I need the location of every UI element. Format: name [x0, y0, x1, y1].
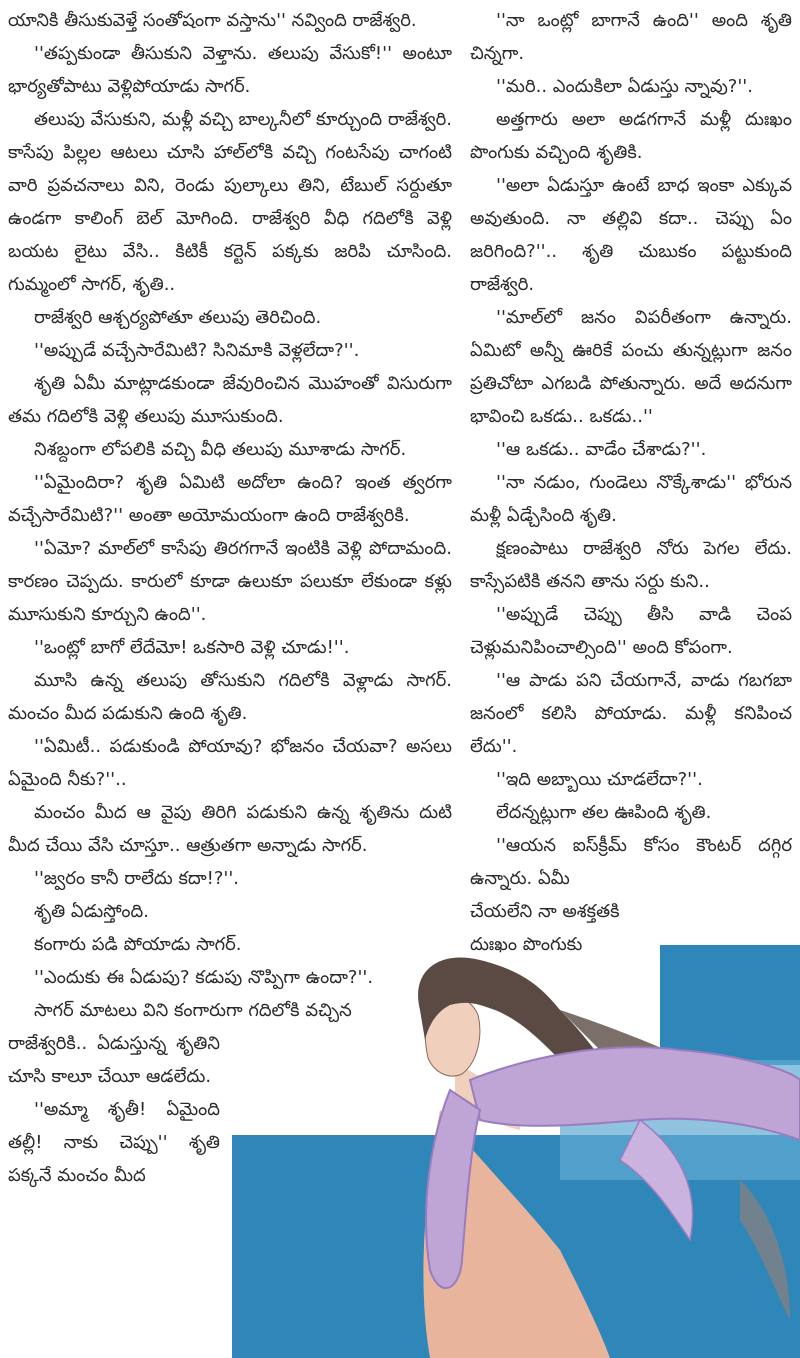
scarf-fold — [620, 1120, 693, 1240]
paragraph: ''మరి.. ఎందుకిలా ఏడుస్తు న్నావు?''. — [496, 76, 753, 97]
paragraph: శృతి ఏమీ మాట్లాడకుండా జేవురించిన మొహంతో విసురుగా తమ గదిలోకి వెళ్లి తలుపు మూసుకుంది. — [8, 373, 458, 427]
sky-block-upper — [660, 945, 800, 1065]
paragraph: ''అమ్మా శృతీ! ఏమైంది తల్లీ! నాకు చెప్పు'' శృతి పక్కనే మంచం మీద — [8, 1099, 226, 1186]
paragraph: ''ఒంట్లో బాగో లేదేమో! ఒకసారి వెళ్లి చూడు!''. — [34, 637, 350, 658]
paragraph: అత్తగారు అలా అడగగానే మళ్లీ దుఃఖం పొంగుకు వచ్చింది శృతికి. — [470, 109, 798, 163]
paragraph: ''ఇది అబ్బాయి చూడలేదా?''. — [496, 769, 703, 790]
paragraph: ''ఆయన ఐస్‌క్రీమ్ కోసం కౌంటర్ దగ్గిర ఉన్నారు. ఏమీ — [470, 835, 798, 889]
right-column — [470, 4, 798, 961]
paragraph: ''మాల్‌లో జనం విపరీతంగా ఉన్నారు. ఏమిటో అన్నీ ఊరికే పంచు తున్నట్లుగా జనం ప్రతిచోటా ఎగబడి పోతున్నారు. అదే అదనుగా భావించి ఒకడు.. ఒకడు..'' — [470, 307, 798, 427]
paragraph: చేయలేని నా అశక్తతకి — [470, 901, 620, 922]
paragraph: తలుపు వేసుకుని, మళ్లీ వచ్చి బాల్కనీలో కూర్చుంది రాజేశ్వరి. కాసేపు పిల్లల ఆటలు చూసి హాల్‌లోకి వచ్చి గంటసేపు చాగంటి వారి ప్రవచనాలు విని, రెండు పుల్కాలు తిని, టేబుల్ సర్దుతూ ఉండగా కాలింగ్ బెల్ మోగింది. రాజేశ్వరి వీధి గదిలోకి వెళ్లి బయట లైటు వేసి.. కిటికీ కర్టెన్ పక్కకు జరిపి చూసింది. గుమ్మంలో సాగర్, శృతి.. — [8, 109, 458, 295]
paragraph: సాగర్ మాటలు విని కంగారుగా గదిలోకి వచ్చిన — [34, 1000, 352, 1021]
paragraph: రాజేశ్వరికి.. ఏడుస్తున్న శృతిని చూసి కాలూ చేయీ ఆడలేదు. — [8, 1033, 226, 1087]
paragraph: ''ఆ పాడు పని చేయగానే, వాడు గబగబా జనంలో కలిసి పోయాడు. మళ్లీ కనిపించ లేదు''. — [470, 670, 798, 757]
paragraph: ''తప్పకుండా తీసుకుని వెళ్తాను. తలుపు వేసుకో!'' అంటూ భార్యతోపాటు వెళ్లిపోయాడు సాగర్. — [8, 43, 458, 97]
hair-shape — [418, 957, 650, 1120]
paragraph: ''జ్వరం కానీ రాలేదు కదా!?''. — [34, 868, 240, 889]
paragraph: మూసి ఉన్న తలుపు తోసుకుని గదిలోకి వెళ్లాడు సాగర్. మంచం మీద పడుకుని ఉంది శృతి. — [8, 670, 458, 724]
paragraph: నిశబ్దంగా లోపలికి వచ్చి వీధి తలుపు మూశాడు సాగర్. — [34, 439, 407, 460]
paragraph: ''ఆ ఒకడు.. వాడేం చేశాడు?''. — [496, 439, 707, 460]
scarf-flowing — [470, 1047, 800, 1140]
paragraph: దుఃఖం పొంగుకు — [470, 934, 583, 955]
paragraph: మంచం మీద ఆ వైపు తిరిగి పడుకుని ఉన్న శృతిను దుటి మీద చేయి వేసి చూస్తూ.. ఆత్రుతగా అన్నాడు సాగర్. — [8, 802, 458, 856]
paragraph: ''అప్పుడే చెప్పు తీసి వాడి చెంప చెళ్లుమనిపించాల్సింది'' అంది కోపంగా. — [470, 604, 798, 658]
paragraph: ''నా నడుం, గుండెలు నొక్కేశాడు'' భోరున మళ్లీ ఏడ్చేసింది శృతి. — [470, 472, 798, 526]
neck-shape — [455, 1060, 520, 1130]
hair-strands — [560, 1010, 760, 1100]
paragraph: కంగారు పడి పోయాడు సాగర్. — [34, 934, 242, 955]
hair-tail — [740, 1180, 790, 1320]
paragraph: ''ఏమో? మాల్‌లో కాసేపు తిరగగానే ఇంటికి వెళ్లి పోదామంది. కారణం చెప్పదు. కారులో కూడా ఉలుకూ పలుకూ లేకుండా కళ్లు మూసుకుని కూర్చుని ఉంది''. — [8, 538, 458, 625]
sky-haze — [560, 1060, 800, 1180]
paragraph: ''నా ఒంట్లో బాగానే ఉంది'' అంది శృతి చిన్నగా. — [470, 10, 798, 64]
paragraph: ''అలా ఏడుస్తూ ఉంటే బాధ ఇంకా ఎక్కువ అవుతుంది. నా తల్లివి కదా.. చెప్పు ఏం జరిగింది?''.. శృతి చుబుకం పట్టుకుంది రాజేశ్వరి. — [470, 175, 798, 295]
paragraph: లేదన్నట్లుగా తల ఊపింది శృతి. — [496, 802, 712, 823]
paragraph: రాజేశ్వరి ఆశ్చర్యపోతూ తలుపు తెరిచింది. — [34, 307, 322, 328]
paragraph: క్షణంపాటు రాజేశ్వరి నోరు పెగల లేదు. కాస్సేపటికి తనని తాను సర్దు కుని.. — [470, 538, 798, 592]
paragraph: ''ఏమిటీ.. పడుకుండి పోయావు? భోజనం చేయవా? అసలు ఏమైంది నీకు?''.. — [8, 736, 458, 790]
left-column — [8, 4, 458, 1192]
paragraph: ''అప్పుడే వచ్చేసారేమిటి? సినిమాకి వెళ్లలేదా?''. — [34, 340, 360, 361]
paragraph: యానికి తీసుకువెళ్తే సంతోషంగా వస్తాను'' నవ్వింది రాజేశ్వరి. — [8, 10, 417, 31]
paragraph: శృతి ఏడుస్తోంది. — [34, 901, 149, 922]
paragraph: ''ఎందుకు ఈ ఏడుపు? కడుపు నొప్పిగా ఉందా?''. — [34, 967, 374, 988]
paragraph: ''ఏమైందిరా? శృతి ఏమిటి అదోలా ఉంది? ఇంత త్వరగా వచ్చేసారేమిటి?'' అంతా అయోమయంగా ఉంది రాజేశ్వరికి. — [8, 472, 458, 526]
